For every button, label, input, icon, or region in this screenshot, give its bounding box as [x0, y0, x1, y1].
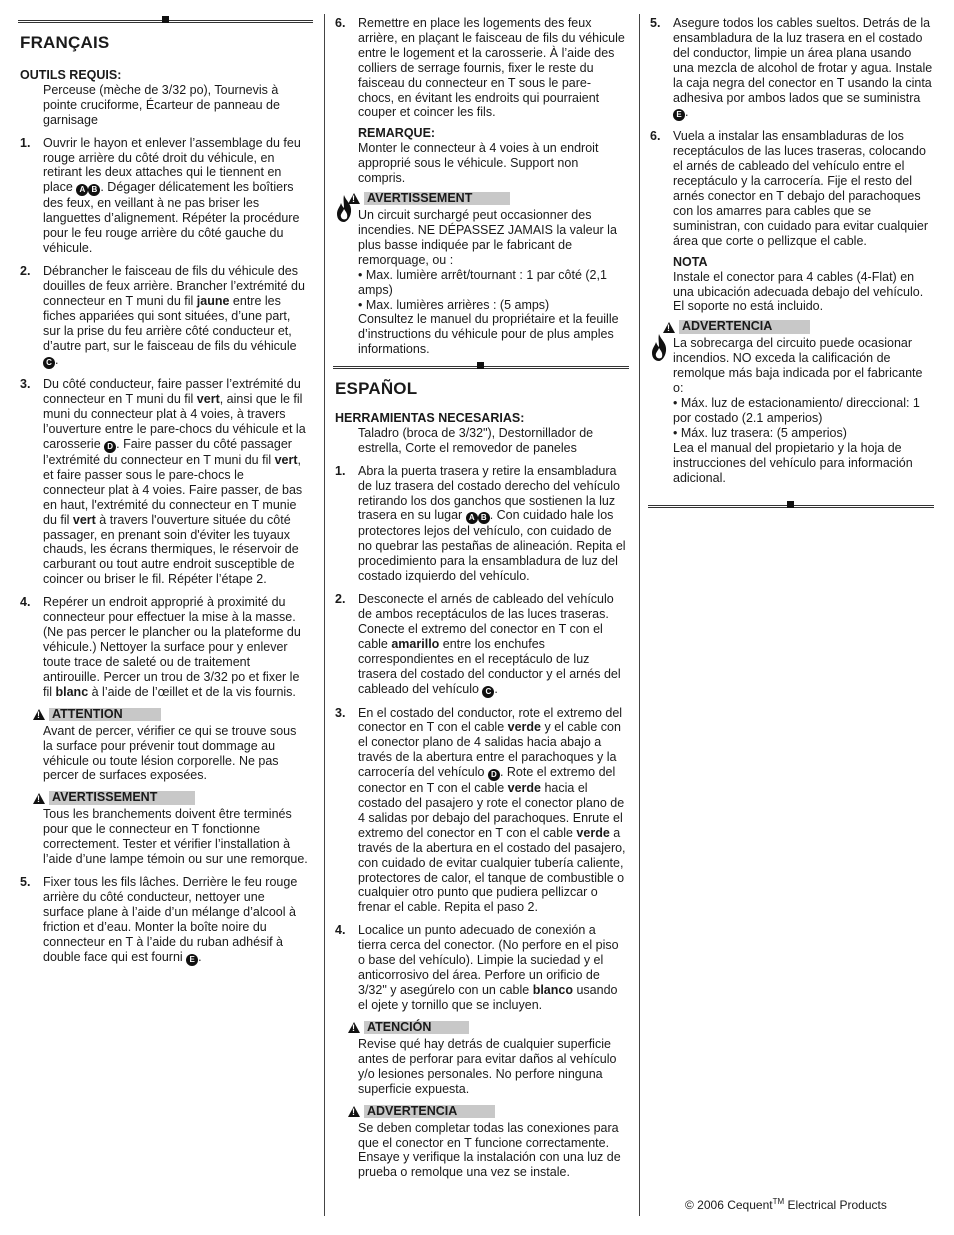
step-text: Remettre en place les logements des feux arrière, en plaçant le faisceau de fils du véhicule entre le logement et la carosserie. À l’aide des colliers de serrage fournis, fixer le reste du faisceau du connecteur en T sous le pare-chocs, en évitant les endroits qui pourraient couper et coincer les fils. — [358, 16, 625, 120]
section-title-french: FRANÇAIS — [20, 33, 110, 52]
list-item — [335, 706, 627, 916]
fire-icon — [649, 333, 669, 363]
step-text: Repérer un endroit approprié à proximité du connecteur pour effectuer la mise à la masse. (Ne pas percer le plancher ou la plateforme du véhicule.) Nettoyer la surface pour y enlever toute trace de saleté ou de traitement antirouille. Percer un trou de 3/32 po et fixer le fil blanc à l’aide de l’œillet et de la vis fournis. — [43, 595, 301, 699]
warning-label: ADVERTENCIA — [679, 320, 810, 334]
step-text: Débrancher le faisceau de fils du véhicule des douilles de feux arrière. Brancher l’extrémité du connecteur en T muni du fil jaune entre les fiches appariées qui sont situées, d’une part, sur la prise du feu arrière côté conducteur et, d’autre part, sur le faisceau de fils du véhicule C . — [43, 263, 305, 368]
attention-header — [348, 1021, 469, 1035]
callout-b-icon: B — [88, 184, 100, 196]
list-item — [335, 923, 627, 1012]
step-text: En el costado del conductor, rote el extremo del conector en T con el cable verde y el cable con el conector plano de 4 salidas hacia abajo a través de la abertura entre el parachoques y la carrocería del vehículo D . Rote el extremo del conector en T con el cable verde hacia el costado del pasajero y rote el conector plano de 4 salidas por debajo del parachoques. Enrute el extremo del conector en T con el cable verde a través de la abertura en el costado del pasajero, con cuidado de evitar cualquier tubería caliente, protectores de calor, el tanque de combustible o cualquier otro punto que pudiera pellizcar o frenar el cable. Repita el paso 2. — [358, 705, 626, 915]
section-rule — [648, 505, 934, 508]
warning-triangle-icon — [33, 793, 45, 804]
copyright-footer — [685, 1197, 887, 1212]
attention-label: ATENCIÓN — [364, 1021, 469, 1035]
fire-icon — [334, 194, 354, 224]
warning-header — [348, 192, 510, 206]
tools-label: OUTILS REQUIS: — [20, 68, 122, 82]
list-item — [650, 16, 934, 121]
warning-text: Se deben completar todas las conexiones para que el conector en T funcione correctamente. Ensaye y verifique la instalación con una luz de prueba o remolque una vez se instale. — [358, 1120, 621, 1180]
step-text: Vuela a instalar las ensambladuras de los receptáculos de las luces traseras, colocando el arnés de cableado del vehículo entre el receptáculo y la carrocería. Fije el resto del arnés conector en T debajo del parachoques con los amarres para cables que se suministran, con cuidado para evitar cualquier área que corte o pellizque el cable. — [673, 129, 928, 248]
warning-text: Un circuit surchargé peut occasionner des incendies. NE DÉPASSEZ JAMAIS la valeur la plus basse indiquée par le fabricant de remorquage, ou : • Max. lumière arrêt/tournant : 1 par côté (2,1 amps) • Max. lumières arrières : (5 amps) Consultez le manuel du propriétaire et la feuille d’instructions du véhicule pour de plus amples informations. — [358, 208, 619, 357]
step-number: 3. — [20, 377, 31, 392]
note-label: REMARQUE: — [358, 126, 436, 141]
warning-triangle-icon — [33, 709, 45, 720]
warning-header — [33, 791, 195, 805]
warning-label: AVERTISSEMENT — [364, 192, 510, 206]
attention-text: Avant de percer, vérifier ce qui se trouve sous la surface pour prévenir tout dommage au véhicule ou toute lésion corporelle. Ne pas percer de surfaces exposées. — [43, 723, 297, 783]
list-item — [20, 377, 309, 587]
step-number: 1. — [20, 135, 31, 150]
step-text: Abra la puerta trasera y retire la ensambladura de luz trasera del costado derecho del vehículo retirando los dos ganchos que sostienen la luz trasera en su lugar A B . Con cuidado hale los protectores lejos del vehículo, con cuidado de no quebrar las pestañas de alineación. Repita el procedimiento para la ensambladura de luz del costado izquierdo del vehículo. — [358, 463, 626, 584]
warning-label: AVERTISSEMENT — [49, 791, 195, 805]
callout-d-icon: D — [104, 441, 116, 453]
list-item — [20, 595, 309, 699]
warning-text: La sobrecarga del circuito puede ocasionar incendios. NO exceda la calificación de remolque más baja indicada por el fabricante o: • Máx. luz de estacionamiento/ direccional: 1 por costado (2.1 amperios) • Máx. luz trasera: (5 amperios) Lea el manual del propietario y la hoja de instrucciones del vehículo para información adicional. — [673, 336, 923, 485]
section-rule — [333, 366, 629, 369]
column-divider-2 — [639, 14, 640, 1216]
tools-label: HERRAMIENTAS NECESARIAS: — [335, 411, 525, 425]
callout-d-icon: D — [488, 769, 500, 781]
tools-text: Perceuse (mèche de 3/32 po), Tournevis à pointe cruciforme, Écarteur de panneau de garnisage — [43, 82, 280, 127]
copyright-rest: Electrical Products — [784, 1198, 887, 1212]
step-number: 1. — [335, 463, 346, 478]
step-number: 3. — [335, 705, 346, 720]
step-number: 5. — [20, 875, 31, 890]
attention-label: ATTENTION — [49, 708, 161, 722]
attention-header — [33, 708, 161, 722]
column-divider-1 — [324, 14, 325, 1216]
list-item — [20, 264, 309, 369]
tools-text: Taladro (broca de 3/32"), Destornillador de estrella, Corte el removedor de paneles — [358, 425, 594, 455]
callout-c-icon: C — [482, 686, 494, 698]
trademark-mark: TM — [772, 1197, 785, 1206]
step-text: Du côté conducteur, faire passer l’extrémité du connecteur en T muni du fil vert, ainsi que le fil muni du connecteur plat à 4 voies, à travers l’ouverture entre le pare-chocs du véhicule et la carosserie D . Faire passer du côté passager l’extrémité du connecteur en T muni du fil vert, et faire passer sous le pare-chocs le connecteur plat à 4 voies. Faire passer, de bas en haut, l'extrémité du connecteur en T munie du fil vert à travers l'ouverture située du côté passager, en prenant soin d'éviter les tuyaux chauds, les écrans thermiques, le réservoir de carburant ou tout autre endroit susceptible de coincer ou briser le fil. Répéter l’étape 2. — [43, 377, 306, 587]
warning-header — [348, 1105, 495, 1119]
callout-b-icon: B — [478, 512, 490, 524]
list-item — [20, 875, 309, 966]
callout-a-icon: A — [76, 184, 88, 196]
callout-c-icon: C — [43, 357, 55, 369]
step-number: 4. — [335, 923, 346, 938]
list-item — [335, 16, 627, 120]
note-label: NOTA — [673, 254, 708, 269]
step-number: 2. — [335, 592, 346, 607]
warning-triangle-icon — [348, 1106, 360, 1117]
step-text: Localice un punto adecuado de conexión a tierra cerca del conector. (No perfore en el piso o base del vehículo). Limpie la suciedad y el anticorrosivo del área. Perfore un orificio de 3/32" y asegúrelo con un cable blanco usando el ojete y tornillo que se incluyen. — [358, 923, 619, 1012]
step-text: Fixer tous les fils lâches. Derrière le feu rouge arrière du côté conducteur, nettoyer une surface plane à l’aide d’un mélange d’alcool à friction et d’eau. Monter la boîte noire du connecteur en T à l’aide du ruban adhésif à double face qui est fourni E . — [43, 875, 298, 964]
warning-triangle-icon — [663, 322, 675, 333]
step-number: 6. — [335, 16, 346, 30]
list-item — [335, 464, 627, 584]
step-text: Ouvrir le hayon et enlever l’assemblage du feu rouge arrière du côté droit du véhicule, en retirant les deux attaches qui le tiennent en place A B . Dégager délicatement les boîtiers des feux, en veillant à ne pas briser les languettes d’alignement. Répéter la procédure pour le feu rouge arrière du côté gauche du véhicule. — [43, 135, 301, 256]
warning-text: Tous les branchements doivent être terminés pour que le connecteur en T fonctionne correctement. Tester et vérifier l’installation à l’aide d’une lampe témoin ou sur une remorque. — [43, 807, 308, 867]
callout-e-icon: E — [673, 109, 685, 121]
step-number: 6. — [650, 129, 661, 144]
list-item — [650, 129, 934, 248]
copyright-text: © 2006 Cequent — [685, 1198, 773, 1212]
note-text: Instale el conector para 4 cables (4-Flat) en una ubicación adecuada debajo del vehículo. El soporte no está incluido. — [673, 269, 924, 314]
step-number: 2. — [20, 263, 31, 278]
step-number: 5. — [650, 16, 661, 30]
section-rule — [18, 20, 313, 23]
step-text: Desconecte el arnés de cableado del vehículo de ambos receptáculos de las luces traseras. Conecte el extremo del conector en T con el cable amarillo entre los enchufes correspondientes en el receptáculo de luz trasera del costado del conductor y el arnés del cableado del vehículo C . — [358, 592, 621, 696]
section-title-spanish: ESPAÑOL — [335, 379, 418, 398]
list-item — [20, 136, 309, 256]
list-item — [335, 592, 627, 697]
note-text: Monter le connecteur à 4 voies à un endroit approprié sous le véhicule. Support non compris. — [358, 141, 599, 186]
callout-e-icon: E — [186, 954, 198, 966]
warning-label: ADVERTENCIA — [364, 1105, 495, 1119]
warning-triangle-icon — [348, 1022, 360, 1033]
step-text: Asegure todos los cables sueltos. Detrás de la ensambladura de la luz trasera en el costado del conductor, limpie un área plana usando una mezcla de alcohol de frotar y agua. Instale la caja negra del conector en T usando la cinta adhesiva por ambos lados que se suministra E . — [673, 16, 933, 120]
warning-header — [663, 320, 810, 334]
attention-text: Revise qué hay detrás de cualquier superficie antes de perforar para evitar daños al vehículo y/o lesiones personales. No perfore ninguna superficie expuesta. — [358, 1036, 617, 1096]
callout-a-icon: A — [466, 512, 478, 524]
step-number: 4. — [20, 595, 31, 610]
